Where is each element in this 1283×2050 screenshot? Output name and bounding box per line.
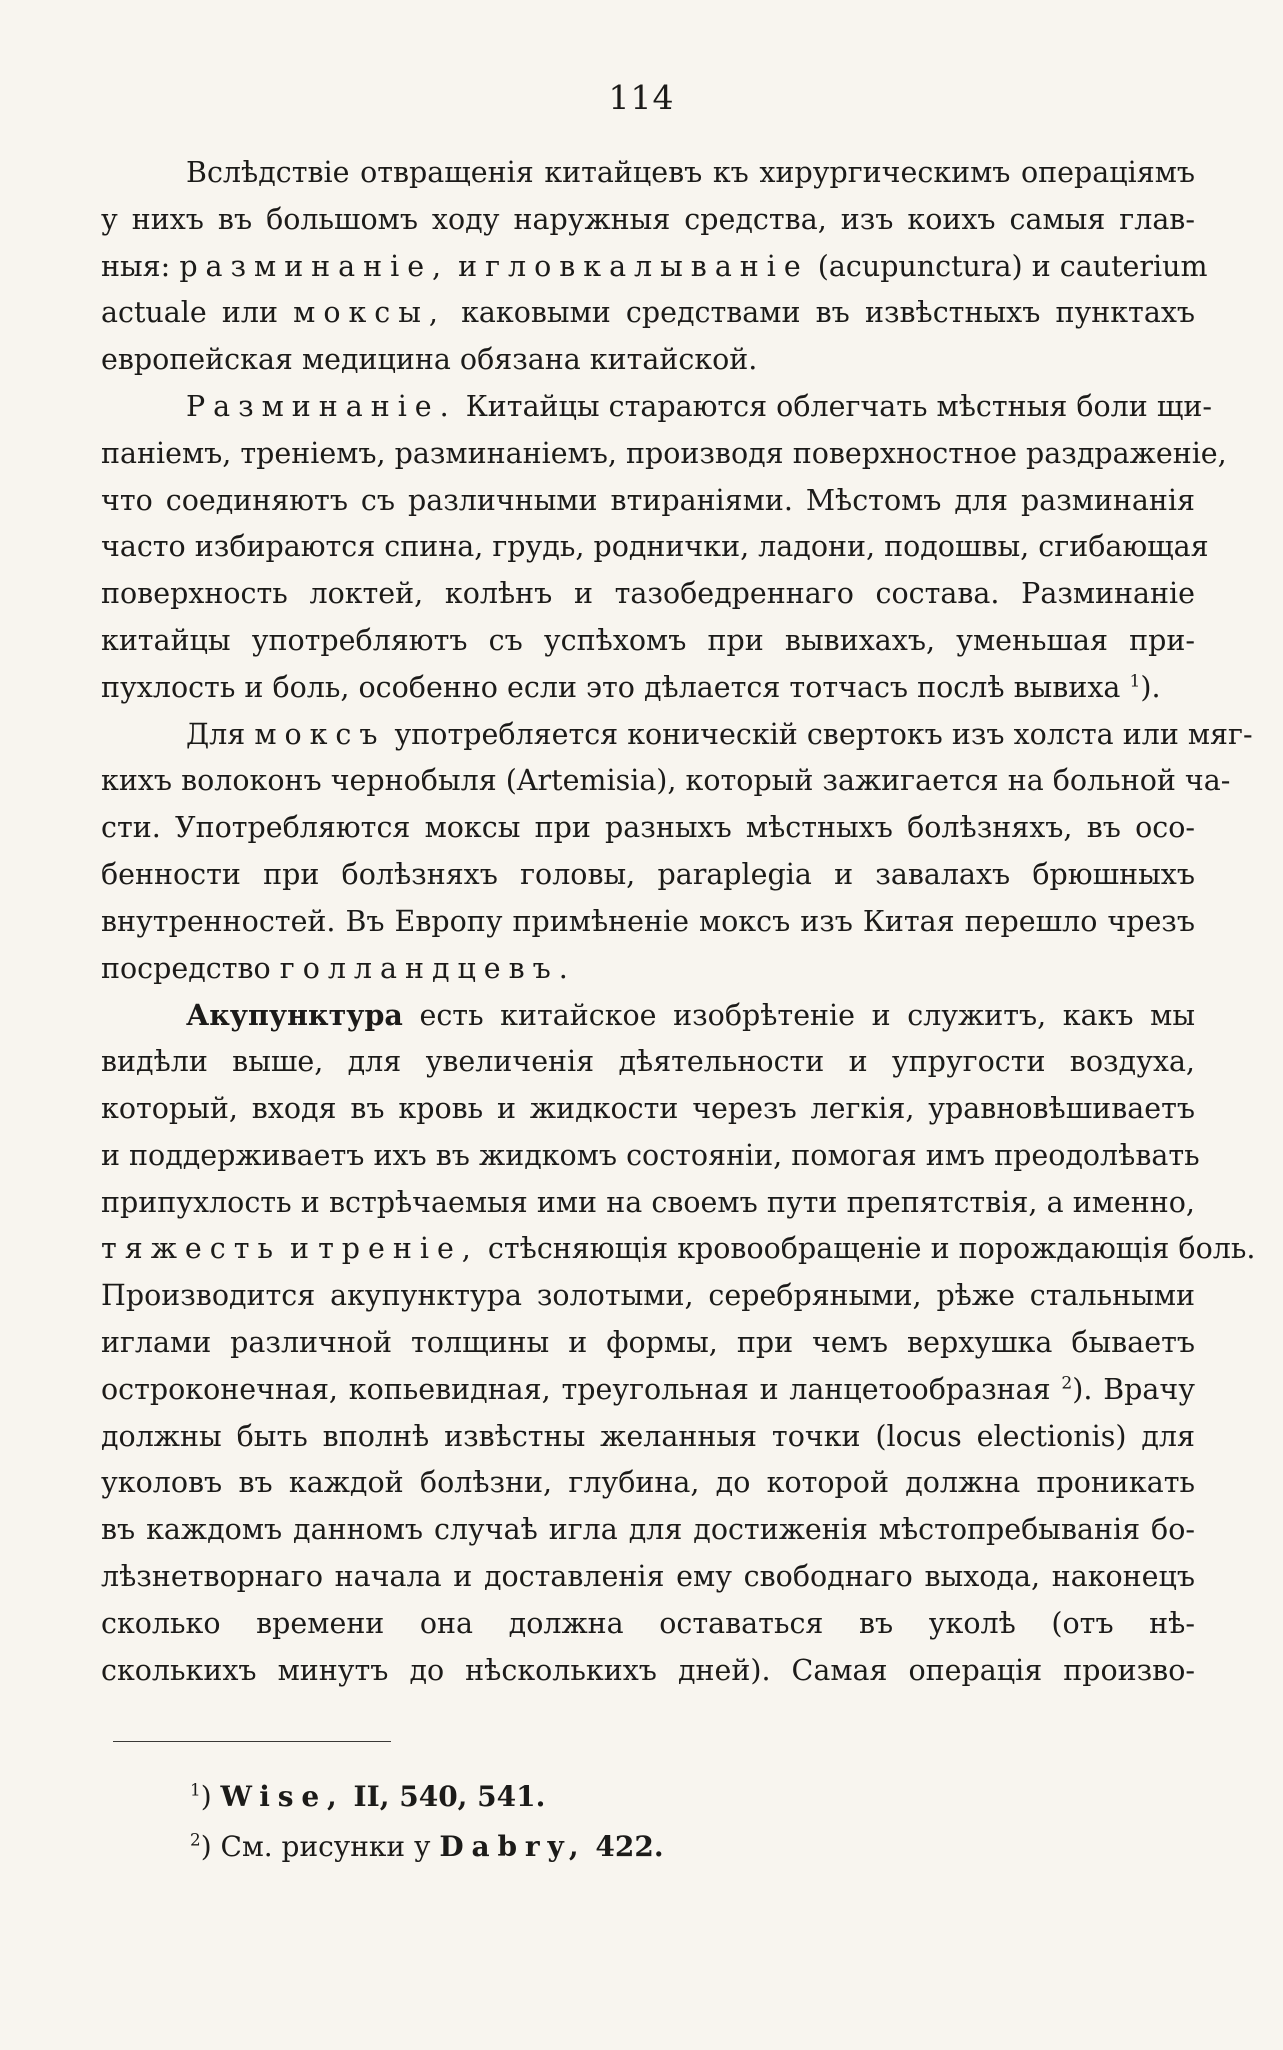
text-line: часто избираются спина, грудь, роднички, ладони, подошвы, сгибающая	[101, 530, 1209, 564]
text-line: сколькихъ минутъ до нѣсколькихъ дней). Самая операція произво-	[101, 1653, 1195, 1687]
text-line: actuale или моксы, каковыми средствами въ извѣстныхъ пунктахъ	[101, 296, 1196, 330]
text-line: Для моксъ употребляется коническій свертокъ изъ холста или мяг-	[186, 717, 1253, 751]
text-line: китайцы употребляютъ съ успѣхомъ при вывихахъ, уменьшая при-	[101, 623, 1195, 657]
text-line: уколовъ въ каждой болѣзни, глубина, до которой должна проникать	[101, 1466, 1195, 1500]
text-line: иглами различной толщины и формы, при чемъ верхушка бываетъ	[101, 1325, 1195, 1359]
text-line: что соединяютъ съ различными втираніями. Мѣстомъ для разминанія	[101, 483, 1195, 517]
text-line: кихъ волоконъ чернобыля (Artemisia), который зажигается на больной ча-	[101, 764, 1231, 798]
text-line: ныя: разминаніе, игловкалываніе (acupunctura) и cauterium	[101, 249, 1208, 283]
text-line: видѣли выше, для увеличенія дѣятельности и упругости воздуха,	[101, 1045, 1195, 1079]
text-line: припухлость и встрѣчаемыя ими на своемъ пути препятствія, а именно,	[101, 1185, 1195, 1219]
text-line: европейская медицина обязана китайской.	[101, 343, 758, 377]
text-line: должны быть вполнѣ извѣстны желанныя точки (locus electionis) для	[101, 1419, 1195, 1453]
text-line: который, входя въ кровь и жидкости черезъ легкія, уравновѣшиваетъ	[101, 1091, 1195, 1125]
page-number: 114	[608, 78, 675, 117]
footnote: $^1$) Wise, II, 540, 541.	[190, 1779, 546, 1813]
text-line: тяжесть и треніе, стѣсняющія кровообращеніе и порождающія боль.	[101, 1232, 1256, 1266]
text-line: внутренностей. Въ Европу примѣненіе моксъ изъ Китая перешло чрезъ	[101, 904, 1195, 938]
text-line: и поддерживаетъ ихъ въ жидкомъ состояніи, помогая имъ преодолѣвать	[101, 1138, 1200, 1172]
term-spaced: голландцевъ.	[279, 951, 576, 985]
footnote-ref: 2	[1061, 1373, 1073, 1394]
footnote: $^2$) См. рисунки у Dabry, 422.	[190, 1829, 664, 1863]
footnote-ref: 1	[1129, 671, 1141, 692]
term-bold: Акупунктура	[186, 998, 403, 1033]
text-line: Акупунктура есть китайское изобрѣтеніе и служитъ, какъ мы	[186, 998, 1195, 1033]
text-line: у нихъ въ большомъ ходу наружныя средства, изъ коихъ самыя глав-	[101, 202, 1195, 236]
text-line: паніемъ, треніемъ, разминаніемъ, производя поверхностное раздраженіе,	[101, 436, 1227, 470]
term-spaced: моксъ	[254, 717, 386, 751]
term-spaced: моксы,	[293, 296, 446, 330]
body-text	[101, 150, 1256, 1694]
term-spaced: тяжесть	[101, 1232, 281, 1266]
text-line: сколько времени она должна оставаться въ уколѣ (отъ нѣ-	[101, 1606, 1195, 1640]
footnote-divider	[113, 1741, 391, 1742]
text-line: сти. Употребляются моксы при разныхъ мѣстныхъ болѣзняхъ, въ осо-	[101, 811, 1195, 845]
footnote-author: Wise,	[220, 1780, 345, 1813]
text-line: пухлость и боль, особенно если это дѣлается тотчасъ послѣ вывиха $^1$).	[101, 670, 1161, 704]
term-spaced: игловкалываніе	[458, 249, 809, 283]
text-line: лѣзнетворнаго начала и доставленія ему свободнаго выхода, наконецъ	[101, 1559, 1195, 1593]
text-line: остроконечная, копьевидная, треугольная и ланцетообразная $^2$). Врачу	[101, 1372, 1195, 1406]
term-spaced: Разминаніе.	[186, 389, 457, 423]
text-line: Вслѣдствіе отвращенія китайцевъ къ хирургическимъ операціямъ	[186, 156, 1195, 189]
text-line: бенности при болѣзняхъ головы, paraplegia и завалахъ брюшныхъ	[101, 857, 1195, 891]
text-line: посредство голландцевъ.	[101, 951, 576, 985]
text-line: Производится акупунктура золотыми, серебряными, рѣже стальными	[101, 1279, 1195, 1313]
text-line: поверхность локтей, колѣнъ и тазобедреннаго состава. Разминаніе	[101, 577, 1195, 611]
text-line: въ каждомъ данномъ случаѣ игла для достиженія мѣстопребыванія бо-	[101, 1513, 1195, 1547]
text-line: Разминаніе. Китайцы стараются облегчать мѣстныя боли щи-	[186, 389, 1212, 423]
footnote-author: Dabry,	[439, 1830, 587, 1863]
term-spaced: треніе,	[318, 1232, 479, 1266]
footnotes	[190, 1772, 664, 1872]
term-spaced: разминаніе,	[179, 249, 450, 283]
